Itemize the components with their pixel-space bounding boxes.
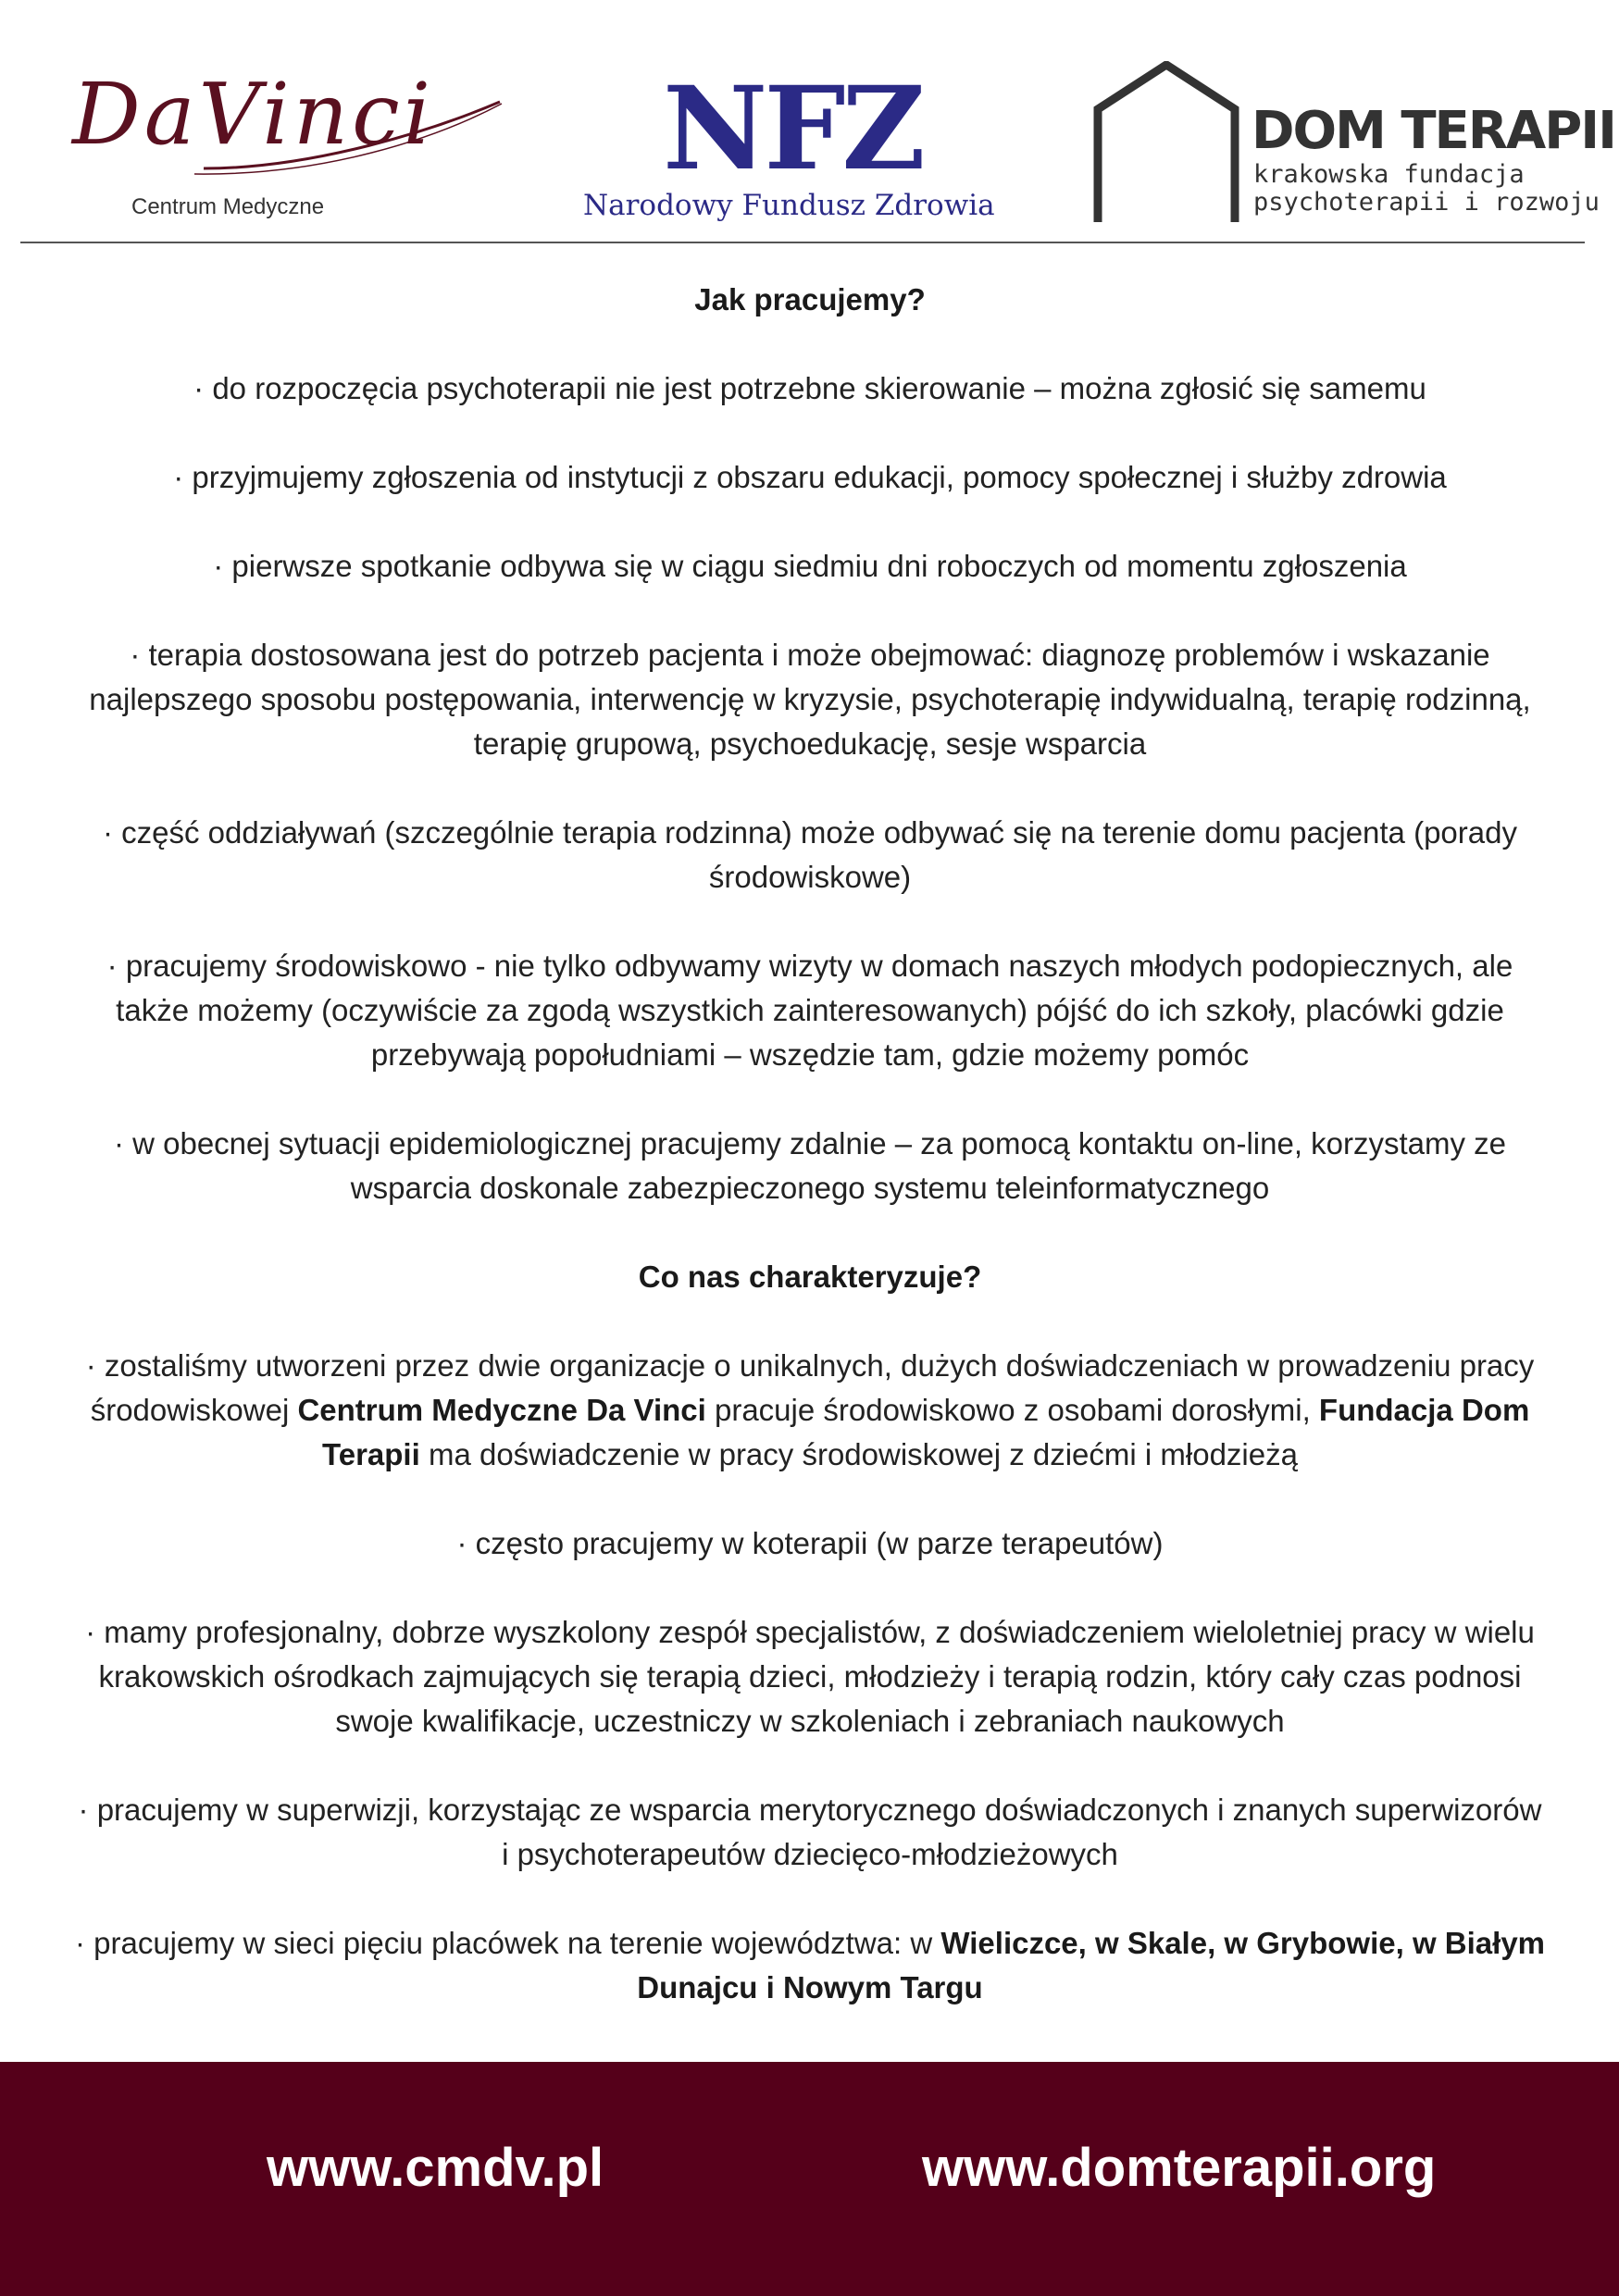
davinci-logo-text: DaVinci [72,65,435,164]
list-item: · w obecnej sytuacji epidemiologicznej pracujemy zdalnie – za pomocą kontaktu on-line, korzystamy ze wsparcia doskonale zabezpieczonego systemu teleinformatycznego [113,1126,1507,1205]
list-item: · terapia dostosowana jest do potrzeb pacjenta i może obejmować: diagnozę problemów i wskazanie najlepszego sposobu postępowania, interwencję w kryzysie, psychoterapię indywidualną, terapię rodzinną, terapię grupową, psychoedukację, sesje wsparcia [89,638,1531,761]
nfz-logo-text: NFZ [663,62,922,196]
list-item: · pierwsze spotkanie odbywa się w ciągu siedmiu dni roboczych od momentu zgłoszenia [213,549,1407,583]
list-item: · przyjmujemy zgłoszenia od instytucji z obszaru edukacji, pomocy społecznej i służby zdrowia [173,460,1447,494]
page-header [0,0,1619,242]
list-item: · często pracujemy w koterapii (w parze terapeutów) [456,1526,1164,1560]
nfz-subtitle: Narodowy Fundusz Zdrowia [583,189,995,222]
text-run: pracuje środowiskowo z osobami dorosłymi, [705,1393,1319,1427]
davinci-logo [65,65,528,231]
list-item: · do rozpoczęcia psychoterapii nie jest potrzebne skierowanie – można zgłosić się samemu [193,371,1426,405]
text-run: ma doświadczenie w pracy środowiskowej z dziećmi i młodzieżą [419,1437,1298,1471]
list-item [74,1344,1546,1477]
header-divider [20,242,1585,243]
list-item: · pracujemy środowiskowo - nie tylko odbywamy wizyty w domach naszych młodych podopiecznych, ale także możemy (oczywiście za zgodą wszystkich zainteresowanych) pójść do ich szkoły, placówki gdzie przebywają popołudniami – wszędzie tam, gdzie możemy pomóc [106,949,1513,1072]
nfz-logo [583,62,995,230]
list-item [74,1921,1546,2010]
section-heading-characteristics: Co nas charakteryzuje? [638,1260,982,1294]
bold-run: Fundacja Dom Terapii [322,1393,1530,1471]
bold-run: Centrum Medyczne Da Vinci [297,1393,706,1427]
domterapii-link[interactable]: www.domterapii.org [922,2138,1437,2198]
house-outline-icon [1092,61,1240,224]
main-content [74,278,1546,2010]
cmdv-link[interactable]: www.cmdv.pl [267,2138,604,2198]
bold-run: Wieliczce, w Skale, w Grybowie, w Białym Dunajcu i Nowym Targu [637,1926,1546,2004]
dom-terapii-title: DOM TERAPII [1252,101,1615,161]
davinci-subtitle: Centrum Medyczne [131,194,325,219]
dom-terapii-subtitle [1253,160,1600,217]
text-run: · pracujemy w sieci pięciu placówek na terenie województwa: w [74,1926,941,1960]
dom-terapii-logo [1092,61,1615,228]
list-item: · mamy profesjonalny, dobrze wyszkolony zespół specjalistów, z doświadczeniem wieloletniej pracy w wielu krakowskich ośrodkach zajmujących się terapią dzieci, młodzieży i terapią rodzin, który cały czas podnosi swoje kwalifikacje, uczestniczy w szkoleniach i zebraniach naukowych [85,1615,1535,1738]
page-footer [0,2062,1619,2296]
list-item: · pracujemy w superwizji, korzystając ze wsparcia merytorycznego doświadczonych i znanych superwizorów i psychoterapeutów dziecięco-młodzieżowych [78,1793,1542,1871]
list-item: · część oddziaływań (szczególnie terapia rodzinna) może odbywać się na terenie domu pacjenta (porady środowiskowe) [103,815,1517,894]
dom-terapii-subtitle-line1: krakowska fundacja [1253,160,1525,189]
section-heading-how-we-work: Jak pracujemy? [694,282,926,316]
dom-terapii-subtitle-line2: psychoterapii i rozwoju [1253,188,1600,217]
text-run: · zostaliśmy utworzeni przez dwie organizacje o unikalnych, dużych doświadczeniach w prowadzeniu pracy środowiskowej [85,1348,1535,1427]
